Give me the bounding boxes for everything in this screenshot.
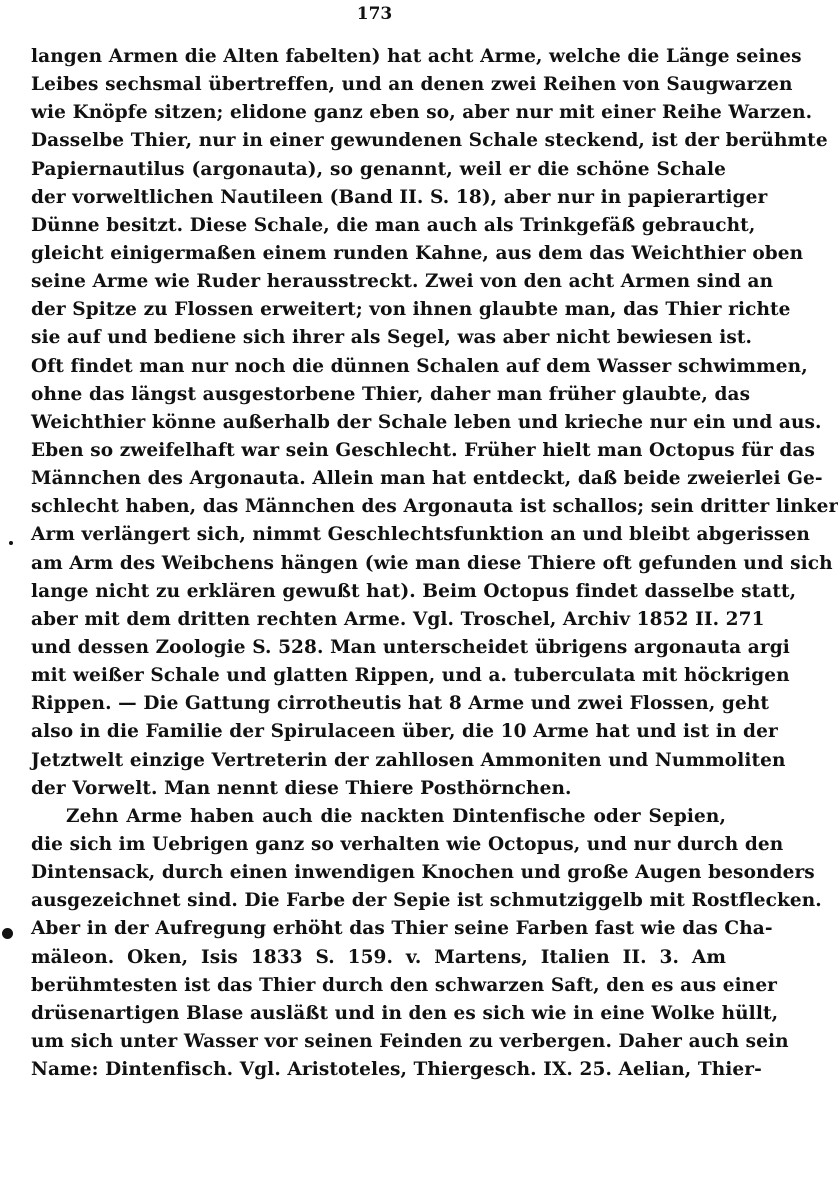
text-line: lange nicht zu erklären gewußt hat). Beim Octopus findet dasselbe statt, bbox=[31, 580, 797, 602]
text-line: sie auf und bediene sich ihrer als Segel, was aber nicht bewiesen ist. bbox=[31, 327, 753, 349]
page-number: 173 bbox=[356, 4, 393, 24]
text-line: Leibes sechsmal übertreffen, und an denen zwei Reihen von Saugwarzen bbox=[31, 74, 793, 96]
text-line: Männchen des Argonauta. Allein man hat entdeckt, daß beide zweierlei Ge- bbox=[31, 468, 823, 490]
margin-dot bbox=[2, 928, 13, 939]
margin-dot bbox=[9, 541, 13, 545]
text-line: der Vorwelt. Man nennt diese Thiere Posthörnchen. bbox=[31, 777, 572, 799]
text-line: ohne das längst ausgestorbene Thier, daher man früher glaubte, das bbox=[31, 383, 751, 405]
body-text bbox=[31, 43, 838, 1084]
text-line: langen Armen die Alten fabelten) hat acht Arme, welche die Länge seines bbox=[31, 46, 802, 67]
text-line: Dasselbe Thier, nur in einer gewundenen Schale steckend, ist der berühmte bbox=[31, 130, 828, 152]
text-line: berühmtesten ist das Thier durch den schwarzen Saft, den es aus einer bbox=[31, 974, 778, 996]
text-line: Rippen. — Die Gattung cirrotheutis hat 8 Arme und zwei Flossen, geht bbox=[31, 693, 770, 715]
text-line: aber mit dem dritten rechten Arme. Vgl. Troschel, Archiv 1852 II. 271 bbox=[31, 608, 765, 630]
text-line: seine Arme wie Ruder herausstreckt. Zwei von den acht Armen sind an bbox=[31, 271, 774, 293]
text-line: Arm verlängert sich, nimmt Geschlechtsfunktion an und bleibt abgerissen bbox=[31, 524, 810, 546]
text-line: Dintensack, durch einen inwendigen Knochen und große Augen besonders bbox=[31, 862, 815, 884]
text-line: Name: Dintenfisch. Vgl. Aristoteles, Thiergesch. IX. 25. Aelian, Thier- bbox=[31, 1059, 762, 1081]
text-line: der vorweltlichen Nautileen (Band II. S. 18), aber nur in papierartiger bbox=[31, 186, 768, 208]
text-line: drüsenartigen Blase ausläßt und in den es sich wie in eine Wolke hüllt, bbox=[31, 1002, 779, 1024]
text-line: Zehn Arme haben auch die nackten Dintenfische oder Sepien, bbox=[66, 805, 726, 827]
text-line: um sich unter Wasser vor seinen Feinden zu verbergen. Daher auch sein bbox=[31, 1030, 789, 1052]
text-line: der Spitze zu Flossen erweitert; von ihnen glaubte man, das Thier richte bbox=[31, 299, 791, 321]
text-line: mit weißer Schale und glatten Rippen, und a. tuberculata mit höckrigen bbox=[31, 665, 790, 687]
text-line: Eben so zweifelhaft war sein Geschlecht. Früher hielt man Octopus für das bbox=[31, 439, 815, 461]
text-line: wie Knöpfe sitzen; elidone ganz eben so, aber nur mit einer Reihe Warzen. bbox=[31, 102, 813, 124]
text-line: am Arm des Weibchens hängen (wie man diese Thiere oft gefunden und sich bbox=[31, 552, 833, 574]
text-line: schlecht haben, das Männchen des Argonauta ist schallos; sein dritter linker bbox=[31, 496, 838, 518]
text-line: ausgezeichnet sind. Die Farbe der Sepie ist schmutziggelb mit Rostflecken. bbox=[31, 890, 822, 912]
text-line: Jetztwelt einzige Vertreterin der zahllosen Ammoniten und Nummoliten bbox=[31, 749, 786, 771]
text-line: und dessen Zoologie S. 528. Man unterscheidet übrigens argonauta argi bbox=[31, 636, 790, 658]
text-line: mäleon. Oken, Isis 1833 S. 159. v. Martens, Italien II. 3. Am bbox=[31, 946, 726, 968]
text-line: Papiernautilus (argonauta), so genannt, weil er die schöne Schale bbox=[31, 158, 726, 180]
text-line: die sich im Uebrigen ganz so verhalten wie Octopus, und nur durch den bbox=[31, 833, 784, 855]
text-line: Aber in der Aufregung erhöht das Thier seine Farben fast wie das Cha- bbox=[31, 918, 773, 940]
text-line: Dünne besitzt. Diese Schale, die man auch als Trinkgefäß gebraucht, bbox=[31, 214, 756, 236]
text-line: Weichthier könne außerhalb der Schale leben und krieche nur ein und aus. bbox=[31, 411, 822, 433]
text-line: also in die Familie der Spirulaceen über, die 10 Arme hat und ist in der bbox=[31, 721, 778, 743]
text-line: gleicht einigermaßen einem runden Kahne, aus dem das Weichthier oben bbox=[31, 242, 804, 264]
text-line: Oft findet man nur noch die dünnen Schalen auf dem Wasser schwimmen, bbox=[31, 355, 808, 377]
